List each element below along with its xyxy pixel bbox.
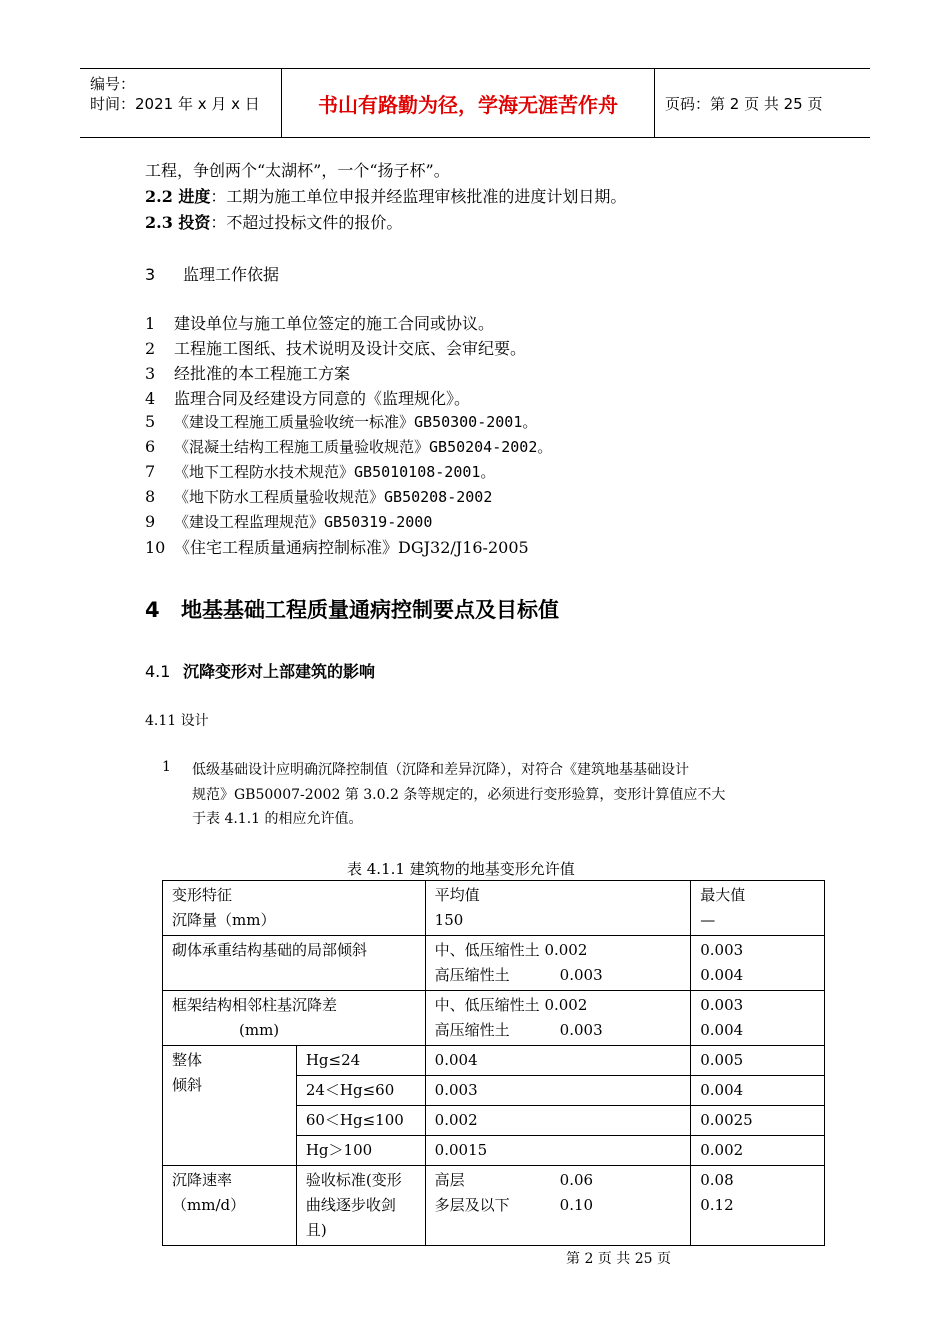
list-item-text: 《地下防水工程质量验收规范》GB50208-2002 [174,488,493,506]
list-item-number: 4 [145,389,156,408]
cell-text: 0.12 [700,1196,734,1214]
list-item [145,386,470,409]
table-cell [296,1166,425,1246]
table-cell: 0.0015 [425,1136,691,1166]
doc-time: 时间：2021 年 x 月 x 日 [90,95,260,113]
table-caption: 表 4.1.1 建筑物的地基变形允许值 [347,860,575,878]
list-item-text: 经批准的本工程施工方案 [174,364,351,383]
table-cell: 0.005 [691,1046,825,1076]
header-feature: 变形特征 [172,886,233,904]
table-cell [425,1166,691,1246]
cell-text: 0.003 [700,996,744,1014]
cell-text: 高压缩性土 [434,966,510,984]
cell-text: 沉降速率 [172,1171,233,1189]
section-41-number: 4.1 [145,662,171,681]
section-4-number: 4 [145,598,160,622]
cell-text: — [700,911,716,929]
investment-text: ：不超过投标文件的报价。 [210,213,403,232]
cell-text: 验收标准(变形 [305,1171,402,1189]
table-cell [425,991,691,1046]
table-cell: Hg≤24 [296,1046,425,1076]
list-item [145,486,492,507]
table-cell [425,936,691,991]
body-line: 工程，争创两个“太湖杯”，一个“扬子杯”。 [145,161,450,180]
table-cell: 0.002 [691,1136,825,1166]
table-cell [691,1166,825,1246]
list-item-text: 《混凝土结构工程施工质量验收规范》GB50204-2002。 [174,438,553,456]
cell-text: 高层 [434,1171,465,1189]
list-item [145,511,432,532]
table-row [163,1046,825,1076]
cell-text: 沉降量（mm） [172,911,276,929]
table-row [163,1166,825,1246]
table-cell: Hg＞100 [296,1136,425,1166]
table-cell [691,881,825,936]
table-cell [163,991,426,1046]
cell-text: 0.003 [700,941,744,959]
table-cell: 0.004 [425,1046,691,1076]
list-item-text: 《建设工程监理规范》GB50319-2000 [174,513,433,531]
page-footer: 第 2 页 共 25 页 [566,1251,671,1267]
section-4-heading [145,594,559,624]
cell-text: (mm) [239,1021,280,1039]
header-meta [80,69,282,137]
cell-text: 且) [305,1221,327,1239]
cell-text: 0.08 [700,1171,734,1189]
table-cell [691,936,825,991]
paragraph-line: 规范》GB50007-2002 第 3.0.2 条等规定的，必须进行变形验算，变形计算值应不大 [192,787,726,803]
list-item-number: 5 [145,412,156,431]
list-item [145,411,537,432]
paragraph-schedule [145,184,626,207]
list-item-number: 9 [145,512,156,531]
deformation-table [162,880,825,1246]
list-item-number: 6 [145,437,156,456]
table-cell: 24＜Hg≤60 [296,1076,425,1106]
cell-text: （mm/d） [172,1196,246,1214]
cell-text: 曲线逐步收剑 [305,1196,396,1214]
list-item-text: 监理合同及经建设方同意的《监理规化》。 [174,389,471,408]
list-item [145,361,350,384]
header-motto: 书山有路勤为径，学海无涯苦作舟 [282,69,655,137]
cell-text: 倾斜 [172,1076,203,1094]
doc-number: 编号： [90,75,136,93]
cell-text: 0.004 [700,1021,744,1039]
cell-text: 框架结构相邻柱基沉降差 [172,996,338,1014]
schedule-text: ：工期为施工单位申报并经监理审核批准的进度计划日期。 [210,187,627,206]
cell-text: 多层及以下 [434,1196,510,1214]
section-4-title: 地基基础工程质量通病控制要点及目标值 [181,598,559,622]
cell-value: 0.003 [559,1021,603,1039]
section-411-heading: 4.11 设计 [145,713,209,729]
investment-label: 2.3 投资 [145,213,211,232]
paragraph-line: 于表 4.1.1 的相应允许值。 [192,811,363,827]
paragraph-number: 1 [162,759,171,775]
header-average: 平均值 [434,886,480,904]
paragraph-line: 低级基础设计应明确沉降控制值（沉降和差异沉降），对符合《建筑地基基础设计 [192,762,689,778]
table-row [163,881,825,936]
table-cell [163,936,426,991]
list-item-number: 8 [145,487,156,506]
cell-text: 砌体承重结构基础的局部倾斜 [172,941,368,959]
table-cell: 0.004 [691,1076,825,1106]
page-header [80,68,870,138]
table-cell [425,881,691,936]
header-page-info: 页码：第 2 页 共 25 页 [665,95,823,113]
cell-text: 150 [434,911,464,929]
cell-value: 0.003 [559,966,603,984]
table-cell [163,1166,297,1246]
table-cell [691,991,825,1046]
section-41-heading [145,659,375,682]
list-item [145,436,552,457]
list-item-text: 《建设工程施工质量验收统一标准》GB50300-2001。 [174,413,538,431]
table-cell [163,1046,297,1166]
section-3-heading [145,262,279,285]
section-3-title: 监理工作依据 [183,265,280,284]
table-cell [163,881,426,936]
schedule-label: 2.2 进度 [145,187,211,206]
cell-value: 0.10 [559,1196,594,1214]
table-cell: 0.003 [425,1076,691,1106]
list-item-text: 工程施工图纸、技术说明及设计交底、会审纪要。 [174,339,527,358]
table-cell: 0.0025 [691,1106,825,1136]
list-item-number: 1 [145,314,156,333]
table-row [163,936,825,991]
list-item [145,336,526,359]
table-cell: 0.002 [425,1106,691,1136]
list-item [145,535,529,558]
cell-value: 0.06 [559,1171,594,1189]
cell-text: 中、低压缩性土 0.002 [434,941,588,959]
section-41-title: 沉降变形对上部建筑的影响 [183,662,376,681]
paragraph-investment [145,210,402,233]
list-item-number: 7 [145,462,156,481]
cell-text: 0.004 [700,966,744,984]
list-item [145,311,494,334]
list-item [145,461,495,482]
table-cell: 60＜Hg≤100 [296,1106,425,1136]
header-maximum: 最大值 [700,886,746,904]
list-item-number: 3 [145,364,156,383]
list-item-number: 10 [145,538,166,557]
cell-text: 高压缩性土 [434,1021,510,1039]
cell-text: 整体 [172,1051,203,1069]
list-item-number: 2 [145,339,156,358]
list-item-text: 建设单位与施工单位签定的施工合同或协议。 [174,314,495,333]
list-item-text: 《地下工程防水技术规范》GB5010108-2001。 [174,463,496,481]
section-3-number: 3 [145,265,156,284]
list-item-text: 《住宅工程质量通病控制标准》DGJ32/J16-2005 [174,538,529,557]
cell-text: 中、低压缩性土 0.002 [434,996,588,1014]
table-row [163,991,825,1046]
